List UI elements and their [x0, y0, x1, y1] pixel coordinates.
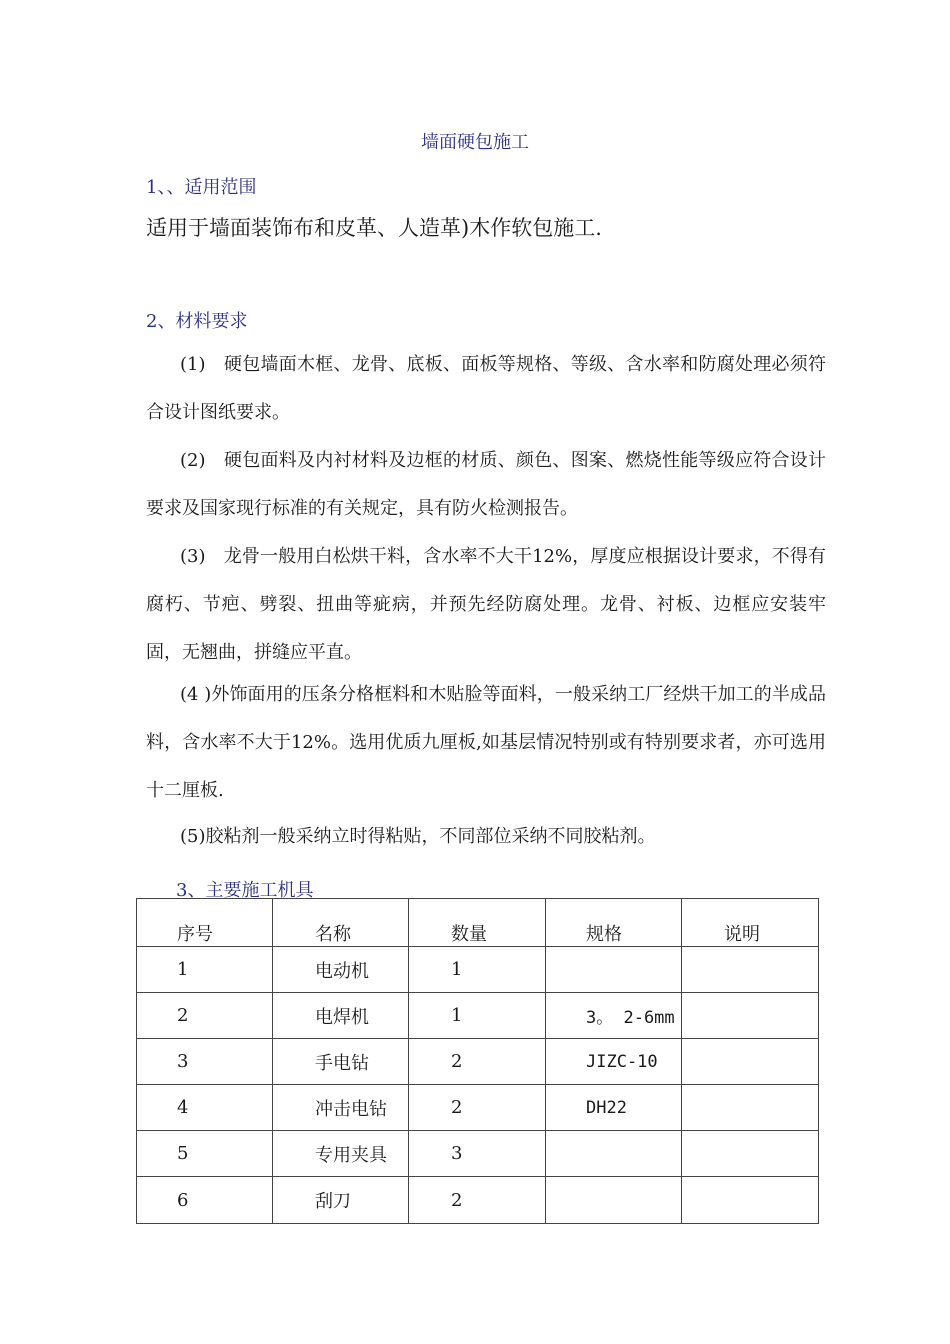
material-item: (5)胶粘剂一般采纳立时得粘贴，不同部位采纳不同胶粘剂。: [180, 826, 656, 847]
cell-spec: [546, 947, 682, 993]
cell-index: 4: [137, 1085, 273, 1131]
page-title: 墙面硬包施工: [421, 132, 529, 153]
table-row: [137, 993, 819, 1039]
material-item: (3) 龙骨一般用白松烘干料，含水率不大干12%，厚度应根据设计要求，不得有腐朽、节疤、劈裂、扭曲等疵病，并预先经防腐处理。龙骨、衬板、边框应安装牢固，无翘曲，拼缝应平直。: [146, 546, 826, 663]
scope-text: 适用于墙面装饰布和皮革、人造革)木作软包施工.: [146, 216, 602, 240]
cell-note: [682, 947, 819, 993]
header-cell-index: 序号: [137, 899, 273, 947]
header-cell-name: 名称: [273, 899, 409, 947]
cell-spec: 3。 2-6mm: [546, 993, 682, 1039]
cell-note: [682, 1177, 819, 1224]
cell-note: [682, 1085, 819, 1131]
table-row: [137, 1177, 819, 1224]
cell-spec: [546, 1131, 682, 1177]
table-row: [137, 947, 819, 993]
cell-name: 冲击电钻: [273, 1085, 409, 1131]
cell-index: 1: [137, 947, 273, 993]
table-row: [137, 1085, 819, 1131]
material-item: (4 )外饰面用的压条分格框料和木贴脸等面料，一般采纳工厂经烘干加工的半成品料，含水率不大于12%。选用优质九厘板,如基层情况特别或有特别要求者，亦可选用十二厘板.: [146, 684, 826, 801]
cell-quantity: 1: [409, 947, 546, 993]
cell-name: 手电钻: [273, 1039, 409, 1085]
table-header-row: [137, 899, 819, 947]
cell-quantity: 2: [409, 1039, 546, 1085]
cell-spec: [546, 1177, 682, 1224]
cell-spec: DH22: [546, 1085, 682, 1131]
cell-name: 电动机: [273, 947, 409, 993]
header-cell-spec: 规格: [546, 899, 682, 947]
cell-note: [682, 1039, 819, 1085]
table-row: [137, 1131, 819, 1177]
header-cell-note: 说明: [682, 899, 819, 947]
cell-spec: JIZC-10: [546, 1039, 682, 1085]
cell-name: 专用夹具: [273, 1131, 409, 1177]
header-cell-quantity: 数量: [409, 899, 546, 947]
section-heading-scope: 1、、适用范围: [146, 177, 257, 198]
cell-index: 6: [137, 1177, 273, 1224]
material-item: (1) 硬包墙面木框、龙骨、底板、面板等规格、等级、含水率和防腐处理必须符合设计图纸要求。: [146, 354, 826, 423]
cell-note: [682, 1131, 819, 1177]
cell-quantity: 2: [409, 1085, 546, 1131]
cell-index: 3: [137, 1039, 273, 1085]
cell-index: 5: [137, 1131, 273, 1177]
cell-note: [682, 993, 819, 1039]
material-item: (2) 硬包面料及内衬材料及边框的材质、颜色、图案、燃烧性能等级应符合设计要求及国家现行标准的有关规定，具有防火检测报告。: [146, 450, 826, 519]
cell-index: 2: [137, 993, 273, 1039]
table-row: [137, 1039, 819, 1085]
cell-name: 刮刀: [273, 1177, 409, 1224]
cell-quantity: 1: [409, 993, 546, 1039]
tools-table: [136, 898, 819, 1224]
cell-quantity: 3: [409, 1131, 546, 1177]
section-heading-materials: 2、材料要求: [146, 311, 248, 332]
section-heading-tools: 3、主要施工机具: [176, 880, 314, 901]
cell-name: 电焊机: [273, 993, 409, 1039]
cell-quantity: 2: [409, 1177, 546, 1224]
